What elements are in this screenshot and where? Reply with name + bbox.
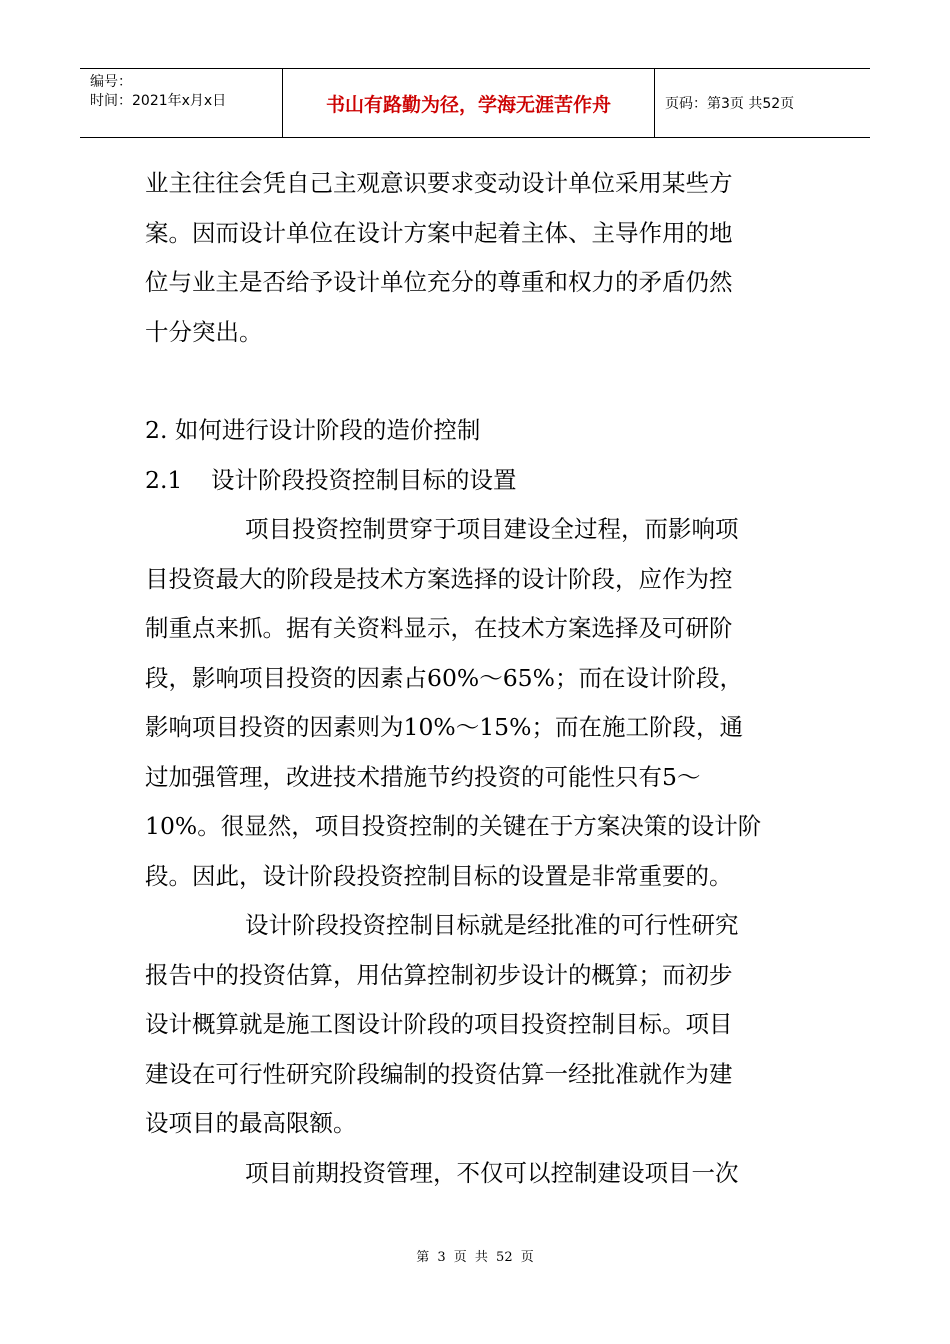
paragraph-line: 目投资最大的阶段是技术方案选择的设计阶段，应作为控 xyxy=(145,564,733,593)
paragraph-line: 10%。很显然，项目投资控制的关键在于方案决策的设计阶 xyxy=(145,812,762,840)
paragraph-line: 建设在可行性研究阶段编制的投资估算一经批准就作为建 xyxy=(145,1059,733,1088)
body-line: 位与业主是否给予设计单位充分的尊重和权力的矛盾仍然 xyxy=(145,268,733,296)
paragraph-gap xyxy=(145,357,805,406)
subsection-number: 2.1 xyxy=(145,465,183,494)
header-motto: 书山有路勤为径，学海无涯苦作舟 xyxy=(283,69,655,137)
paragraph-line: 影响项目投资的因素则为10%～15%；而在施工阶段，通 xyxy=(145,713,743,741)
body-line: 案。因而设计单位在设计方案中起着主体、主导作用的地 xyxy=(145,218,733,247)
subsection-heading xyxy=(145,456,805,506)
page-header xyxy=(80,68,870,138)
document-number-label: 编号： xyxy=(90,74,132,90)
paragraph-line: 段，影响项目投资的因素占60%～65%；而在设计阶段， xyxy=(145,663,743,692)
body-line: 业主往往会凭自己主观意识要求变动设计单位采用某些方 xyxy=(145,169,733,197)
paragraph-line: 过加强管理，改进技术措施节约投资的可能性只有5～ xyxy=(145,762,701,791)
paragraph-line: 制重点来抓。据有关资料显示，在技术方案选择及可研阶 xyxy=(145,614,733,642)
paragraph-line: 项目前期投资管理，不仅可以控制建设项目一次 xyxy=(245,1158,739,1187)
paragraph-line: 段。因此，设计阶段投资控制目标的设置是非常重要的。 xyxy=(145,861,733,890)
paragraph-line: 项目投资控制贯穿于项目建设全过程，而影响项 xyxy=(245,515,739,543)
page-footer: 第 3 页 共 52 页 xyxy=(416,1250,534,1265)
paragraph-line: 设项目的最高限额。 xyxy=(145,1109,357,1137)
section-heading: 2. 如何进行设计阶段的造价控制 xyxy=(145,416,481,444)
subsection-title: 设计阶段投资控制目标的设置 xyxy=(211,465,517,494)
paragraph-line: 设计概算就是施工图设计阶段的项目投资控制目标。项目 xyxy=(145,1010,733,1038)
paragraph-line: 设计阶段投资控制目标就是经批准的可行性研究 xyxy=(245,911,739,939)
document-date: 时间：2021年x月x日 xyxy=(90,93,227,109)
document-body xyxy=(145,159,805,1198)
paragraph-line: 报告中的投资估算，用估算控制初步设计的概算；而初步 xyxy=(145,960,733,989)
header-meta xyxy=(80,69,283,137)
header-page-info: 页码：第3页 共52页 xyxy=(665,96,795,112)
body-line: 十分突出。 xyxy=(145,317,263,346)
